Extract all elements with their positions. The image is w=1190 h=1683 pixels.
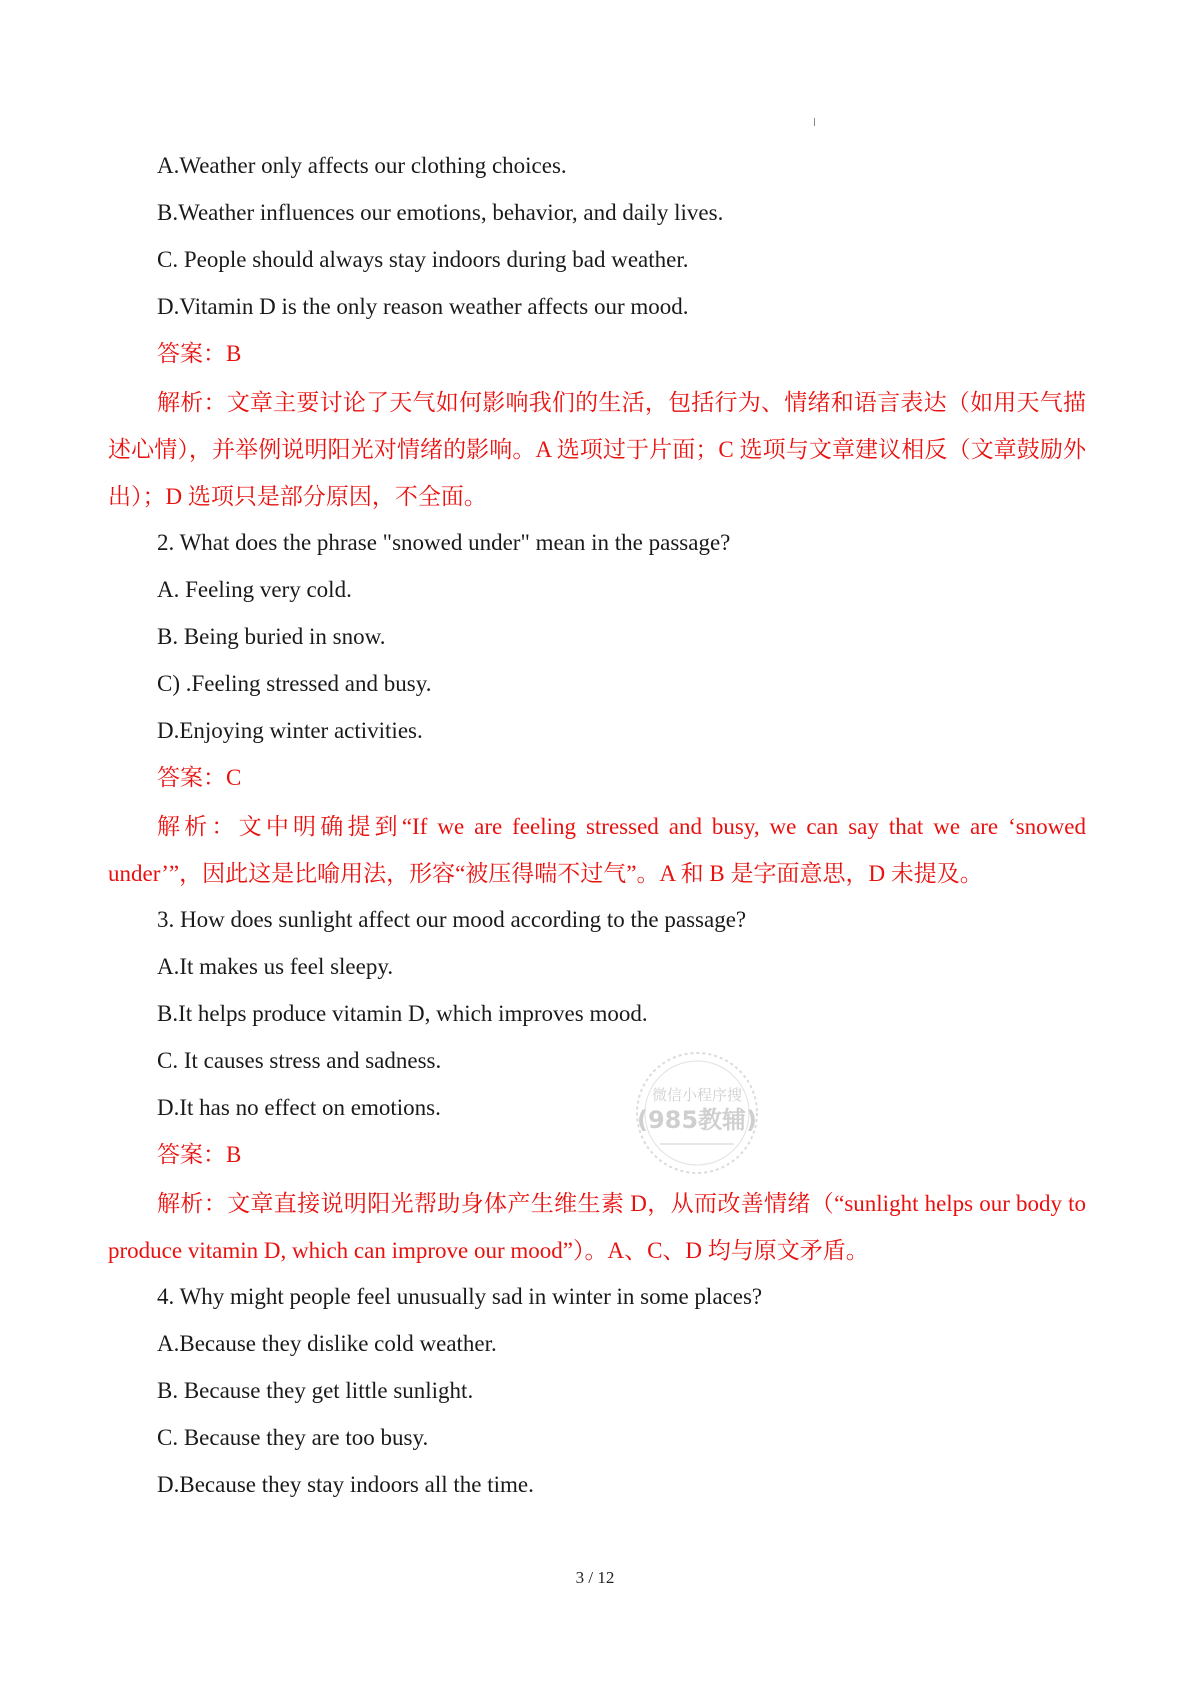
q2-question: 2. What does the phrase "snowed under" mean in the passage? [157, 530, 731, 555]
stamp-line-1: 微信小程序搜 [651, 1086, 743, 1104]
q2-option-d: D.Enjoying winter activities. [157, 718, 423, 743]
q2-answer: 答案：C [157, 765, 242, 790]
q3-option-c: C. It causes stress and sadness. [157, 1048, 442, 1073]
q4-option-b: B. Because they get little sunlight. [157, 1378, 474, 1403]
q1-option-b: B.Weather influences our emotions, behavior, and daily lives. [157, 200, 724, 225]
q3-option-d: D.It has no effect on emotions. [157, 1095, 441, 1120]
q3-option-a: A.It makes us feel sleepy. [157, 954, 394, 979]
watermark-stamp [622, 1048, 772, 1178]
scan-mark [814, 118, 815, 126]
q3-answer: 答案：B [157, 1142, 242, 1167]
q2-explanation: 解析：文中明确提到“If we are feeling stressed and busy, we can say that we are ‘snowed under’”，因此这是比喻用法，形容“被压得喘不过气”。A 和 B 是字面意思，D 未提及。 [108, 814, 1086, 886]
q2-option-a: A. Feeling very cold. [157, 577, 352, 602]
q3-question: 3. How does sunlight affect our mood according to the passage? [157, 907, 747, 932]
q1-explanation: 解析：文章主要讨论了天气如何影响我们的生活，包括行为、情绪和语言表达（如用天气描述心情），并举例说明阳光对情绪的影响。A 选项过于片面；C 选项与文章建议相反（文章鼓励外出）；D 选项只是部分原因，不全面。 [108, 390, 1086, 509]
q2-option-c: C) .Feeling stressed and busy. [157, 671, 432, 696]
q4-question: 4. Why might people feel unusually sad in winter in some places? [157, 1284, 763, 1309]
q4-option-c: C. Because they are too busy. [157, 1425, 429, 1450]
q4-option-a: A.Because they dislike cold weather. [157, 1331, 497, 1356]
q4-option-d: D.Because they stay indoors all the time. [157, 1472, 534, 1497]
q2-option-b: B. Being buried in snow. [157, 624, 386, 649]
page-number: 3 / 12 [575, 1568, 615, 1587]
q1-option-c: C. People should always stay indoors during bad weather. [157, 247, 689, 272]
q1-answer: 答案：B [157, 341, 242, 366]
stamp-line-2: (985教辅) [636, 1106, 758, 1134]
q3-option-b: B.It helps produce vitamin D, which improves mood. [157, 1001, 648, 1026]
q1-option-d: D.Vitamin D is the only reason weather affects our mood. [157, 294, 689, 319]
q1-option-a: A.Weather only affects our clothing choices. [157, 153, 567, 178]
q3-explanation: 解析：文章直接说明阳光帮助身体产生维生素 D，从而改善情绪（“sunlight helps our body to produce vitamin D, which can improve our mood”）。A、C、D 均与原文矛盾。 [108, 1191, 1086, 1263]
